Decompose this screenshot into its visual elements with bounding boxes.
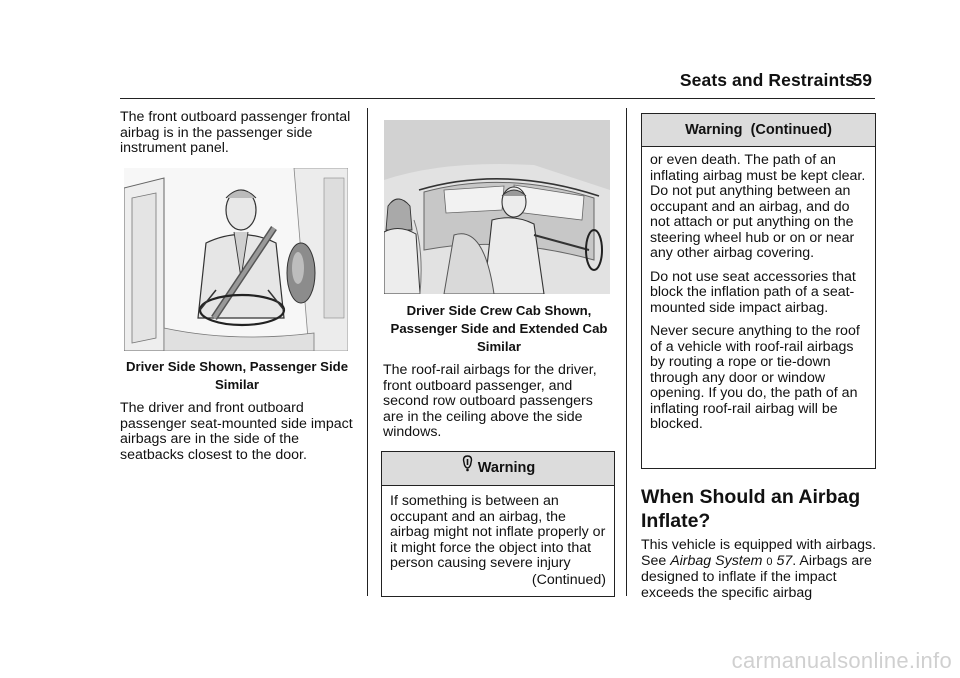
roof-rail-airbag-illustration — [384, 120, 610, 294]
watermark: carmanualsonline.info — [731, 648, 952, 673]
warning-box — [381, 451, 615, 597]
figure-caption-left: Driver Side Shown, Passenger Side Similar — [125, 359, 349, 392]
driver-airbag-illustration — [124, 168, 348, 351]
airbag-inflate-paragraph — [641, 538, 877, 601]
page-header — [0, 0, 960, 100]
column-divider-right — [626, 108, 627, 596]
continued-label: (Continued) — [531, 571, 606, 588]
section-heading: When Should an Airbag Inflate? — [641, 486, 861, 532]
warning-continued-box — [641, 113, 876, 469]
warning-continued-paragraph-3: Never secure anything to the roof of a vehicle with roof-rail airbags by routing a rope or tie-down through any door or window opening. If you do, the path of an inflating roof-rail airbag will be blocked. — [650, 323, 860, 432]
roof-rail-paragraph: The roof-rail airbags for the driver, front outboard passenger, and second row outboard passengers are in the ceiling above the side windows. — [383, 362, 597, 440]
warning-continued-header: Warning (Continued) — [642, 114, 875, 147]
airbag-system-link[interactable]: Airbag System — [670, 552, 763, 569]
intro-paragraph: The front outboard passenger frontal airbag is in the passenger side instrument panel. — [120, 109, 351, 156]
body-line-1: This vehicle is equipped with airbags. See — [641, 537, 877, 569]
section-title: Seats and Restraints — [679, 70, 855, 90]
header-rule — [120, 98, 875, 99]
page-number: 59 — [852, 70, 872, 90]
page-reference-icon: 0 — [766, 555, 773, 568]
warning-header — [382, 452, 614, 486]
column-divider-left — [367, 108, 368, 596]
warning-title: Warning — [477, 460, 536, 476]
warning-continued-paragraph-2: Do not use seat accessories that block the inflation path of a seat-mounted side impact airbag. — [650, 268, 856, 316]
warning-text: If something is between an occupant and an airbag, the airbag might not inflate properly or it might force the object into that person causing severe injury — [390, 493, 606, 571]
warning-continued-paragraph-1: or even death. The path of an inflating airbag must be kept clear. Do not put anything between an occupant and an airbag, and do not attach or put anything on the steering wheel hub or on or near any other airbag covering. — [650, 152, 866, 261]
body-line-2: . Airbags are designed to inflate if the impact exceeds the specific airbag — [641, 552, 872, 601]
page-reference-number[interactable]: 57 — [776, 552, 793, 569]
figure-caption-middle: Driver Side Crew Cab Shown, Passenger Side and Extended Cab Similar — [390, 303, 608, 354]
seat-airbag-paragraph: The driver and front outboard passenger seat-mounted side impact airbags are in the side of the seatbacks closest to the door. — [120, 400, 353, 463]
warning-icon — [461, 452, 474, 485]
